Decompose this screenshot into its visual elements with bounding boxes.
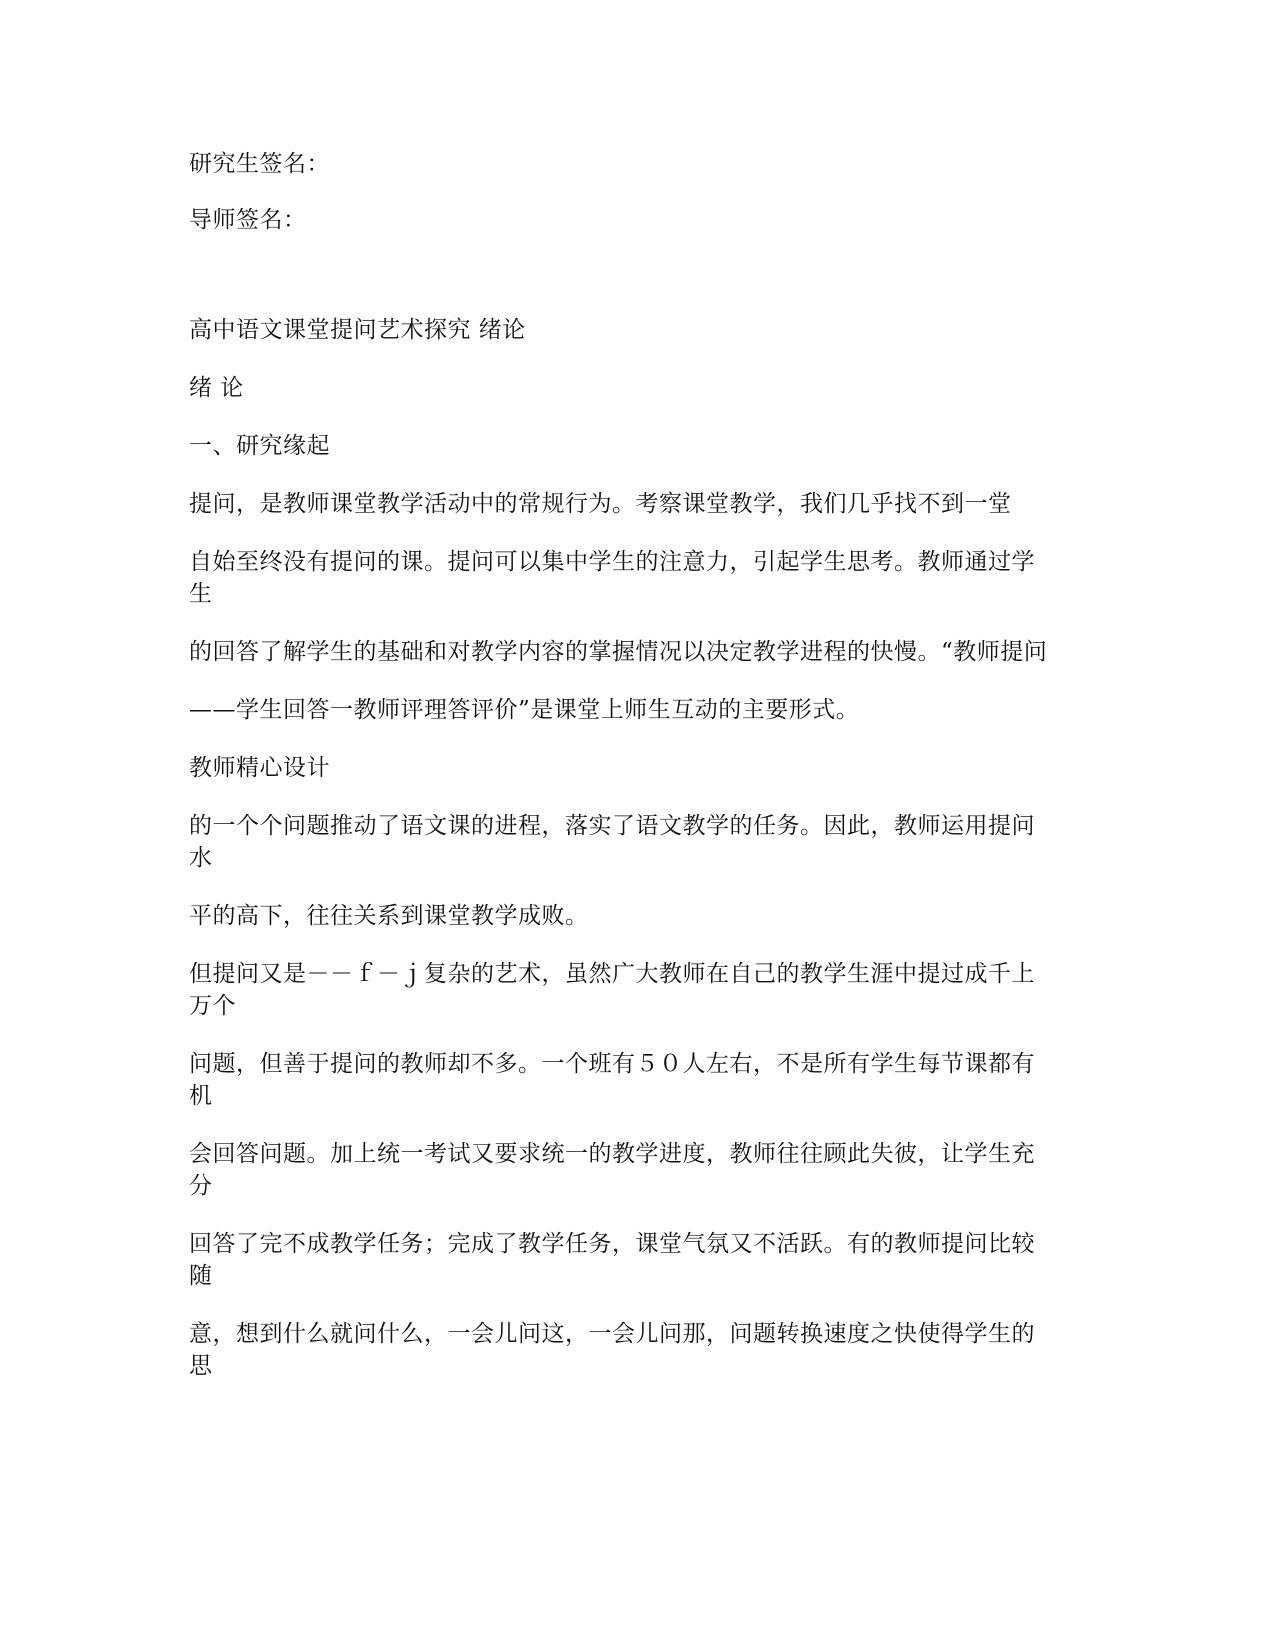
body-paragraph: 的回答了解学生的基础和对教学内容的掌握情况以决定教学进程的快慢。“教师提问 — [189, 639, 1048, 665]
body-paragraph: 会回答问题。加上统一考试又要求统一的教学进度，教师往往顾此失彼，让学生充 分 — [189, 1141, 1035, 1199]
body-paragraph: 的一个个问题推动了语文课的进程，落实了语文教学的任务。因此，教师运用提问 水 — [189, 813, 1035, 871]
body-paragraph: ——学生回答一教师评理答评价”是课堂上师生互动的主要形式。 — [189, 697, 860, 723]
section-title: 一、研究缘起 — [189, 433, 330, 459]
body-paragraph: 自始至终没有提问的课。提问可以集中学生的注意力，引起学生思考。教师通过学 生 — [189, 549, 1035, 607]
body-paragraph: 教师精心设计 — [189, 755, 330, 781]
body-paragraph: 回答了完不成教学任务；完成了教学任务，课堂气氛又不活跃。有的教师提问比较 随 — [189, 1231, 1035, 1289]
running-header-title: 高中语文课堂提问艺术探究 绪论 — [189, 317, 526, 343]
body-paragraph: 平的高下，往往关系到课堂教学成败。 — [189, 903, 589, 929]
advisor-signature-label: 导师签名： — [189, 207, 307, 233]
body-paragraph: 问题，但善于提问的教师却不多。一个班有５０人左右，不是所有学生每节课都有 机 — [189, 1051, 1035, 1109]
body-paragraph: 提问，是教师课堂教学活动中的常规行为。考察课堂教学，我们几乎找不到一堂 — [189, 491, 1012, 517]
body-paragraph: 但提问又是－－ｆ－ｊ复杂的艺术，虽然广大教师在自己的教学生涯中提过成千上 万个 — [189, 961, 1035, 1019]
student-signature-label: 研究生签名： — [189, 151, 330, 177]
body-paragraph: 意，想到什么就问什么，一会儿问这，一会儿问那，问题转换速度之快使得学生的 思 — [189, 1321, 1035, 1379]
chapter-title: 绪 论 — [189, 375, 244, 401]
